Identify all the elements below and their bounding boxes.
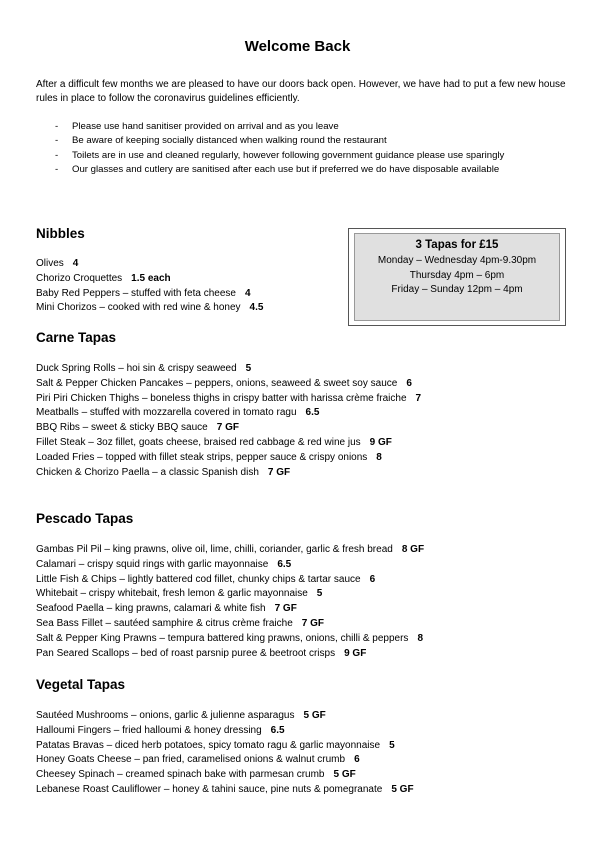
item-price: 6 bbox=[354, 754, 360, 766]
menu-item: Honey Goats Cheese – pan fried, caramelised onions & walnut crumb 6 bbox=[36, 754, 360, 766]
section-heading-pescado: Pescado Tapas bbox=[36, 511, 134, 526]
menu-item: Seafood Paella – king prawns, calamari & white fish 7 GF bbox=[36, 603, 297, 615]
menu-item: Pan Seared Scallops – bed of roast parsnip puree & beetroot crisps 9 GF bbox=[36, 647, 367, 659]
item-price: 5 GF bbox=[333, 769, 356, 781]
item-price: 5 GF bbox=[391, 783, 414, 795]
menu-item: Meatballs – stuffed with mozzarella covered in tomato ragu 6.5 bbox=[36, 407, 320, 419]
menu-item: Patatas Bravas – diced herb potatoes, spicy tomato ragu & garlic mayonnaise 5 bbox=[36, 739, 395, 751]
promo-line: Thursday 4pm – 6pm bbox=[409, 269, 505, 281]
promo-title: 3 Tapas for £15 bbox=[415, 239, 499, 251]
menu-item: Chorizo Croquettes 1.5 each bbox=[36, 272, 171, 284]
item-price: 7 GF bbox=[267, 466, 291, 478]
item-price: 5 bbox=[389, 739, 395, 751]
menu-item: Lebanese Roast Cauliflower – honey & tahini sauce, pine nuts & pomegranate 5 GF bbox=[36, 783, 414, 795]
item-price: 9 GF bbox=[369, 436, 392, 448]
carne-list bbox=[36, 362, 566, 480]
menu-item: Duck Spring Rolls – hoi sin & crispy seaweed 5 bbox=[36, 363, 252, 374]
item-price: 6 bbox=[369, 573, 376, 585]
menu-item: Chicken & Chorizo Paella – a classic Spanish dish 7 GF bbox=[36, 466, 291, 478]
rule-item: - Our glasses and cutlery are sanitised after each use but if preferred we do have disposable available bbox=[52, 163, 572, 177]
item-price: 8 GF bbox=[401, 544, 425, 555]
bullet-dash: - bbox=[55, 135, 59, 147]
item-price: 4 bbox=[244, 287, 251, 299]
house-rules-list bbox=[52, 120, 572, 177]
vegetal-list bbox=[36, 709, 566, 798]
menu-item: Gambas Pil Pil – king prawns, olive oil, lime, chilli, coriander, garlic & fresh bread 8 GF bbox=[36, 544, 425, 555]
rule-item: - Please use hand sanitiser provided on arrival and as you leave bbox=[52, 120, 572, 134]
section-heading-nibbles: Nibbles bbox=[36, 226, 85, 241]
menu-item: Loaded Fries – topped with fillet steak strips, pepper sauce & crispy onions 8 bbox=[36, 451, 382, 463]
item-price: 6.5 bbox=[277, 558, 292, 570]
menu-item: Halloumi Fingers – fried halloumi & honey dressing 6.5 bbox=[36, 724, 285, 736]
item-price: 7 bbox=[415, 392, 422, 404]
section-heading-carne: Carne Tapas bbox=[36, 330, 117, 345]
item-price: 9 GF bbox=[344, 647, 367, 659]
menu-item: BBQ Ribs – sweet & sticky BBQ sauce 7 GF bbox=[36, 422, 239, 434]
item-price: 6.5 bbox=[270, 724, 285, 736]
menu-item: Little Fish & Chips – lightly battered cod fillet, chunky chips & tartar sauce 6 bbox=[36, 573, 376, 585]
menu-item: Fillet Steak – 3oz fillet, goats cheese, braised red cabbage & red wine jus 9 GF bbox=[36, 436, 392, 448]
item-price: 5 GF bbox=[303, 710, 326, 721]
item-price: 7 GF bbox=[216, 422, 239, 434]
bullet-dash: - bbox=[55, 121, 59, 132]
menu-item: Sautéed Mushrooms – onions, garlic & julienne asparagus 5 GF bbox=[36, 710, 326, 721]
nibbles-list bbox=[36, 257, 566, 316]
rule-item: - Be aware of keeping socially distanced when walking round the restaurant bbox=[52, 134, 572, 148]
pescado-list bbox=[36, 543, 566, 661]
promo-line: Friday – Sunday 12pm – 4pm bbox=[391, 284, 523, 295]
promo-line: Monday – Wednesday 4pm-9.30pm bbox=[377, 255, 537, 266]
item-price: 7 GF bbox=[274, 603, 297, 615]
menu-item: Olives 4 bbox=[36, 258, 79, 269]
item-price: 8 bbox=[376, 451, 382, 463]
menu-item: Baby Red Peppers – stuffed with feta cheese 4 bbox=[36, 287, 251, 299]
page-title: Welcome Back bbox=[244, 38, 351, 55]
bullet-dash: - bbox=[55, 149, 59, 161]
item-price: 4.5 bbox=[249, 302, 264, 314]
intro-paragraph: After a difficult few months we are pleased to have our doors back open. However, we have had to put a few new house rules in place to follow the coronavirus guidelines efficiently. bbox=[36, 79, 566, 104]
menu-item: Sea Bass Fillet – sautéed samphire & citrus crème fraiche 7 GF bbox=[36, 617, 325, 629]
menu-item: Piri Piri Chicken Thighs – boneless thighs in crispy batter with harissa crème fraiche 7 bbox=[36, 392, 422, 404]
menu-item: Salt & Pepper Chicken Pancakes – peppers, onions, seaweed & sweet soy sauce 6 bbox=[36, 377, 412, 389]
item-price: 5 bbox=[316, 588, 323, 600]
item-price: 1.5 each bbox=[131, 272, 171, 284]
section-heading-vegetal: Vegetal Tapas bbox=[36, 677, 126, 692]
menu-item: Whitebait – crispy whitebait, fresh lemon & garlic mayonnaise 5 bbox=[36, 588, 323, 600]
item-price: 7 GF bbox=[301, 617, 325, 629]
rule-item: - Toilets are in use and cleaned regularly, however following government guidance please use sparingly bbox=[52, 149, 572, 163]
item-price: 6.5 bbox=[305, 407, 320, 419]
menu-item: Cheesey Spinach – creamed spinach bake with parmesan crumb 5 GF bbox=[36, 769, 356, 781]
menu-item: Salt & Pepper King Prawns – tempura battered king prawns, onions, chilli & peppers 8 bbox=[36, 632, 423, 644]
item-price: 5 bbox=[245, 363, 252, 374]
menu-item: Mini Chorizos – cooked with red wine & honey 4.5 bbox=[36, 302, 264, 314]
item-price: 8 bbox=[417, 632, 423, 644]
bullet-dash: - bbox=[55, 163, 59, 175]
item-price: 4 bbox=[72, 258, 79, 269]
item-price: 6 bbox=[406, 377, 412, 389]
menu-item: Calamari – crispy squid rings with garlic mayonnaise 6.5 bbox=[36, 558, 292, 570]
